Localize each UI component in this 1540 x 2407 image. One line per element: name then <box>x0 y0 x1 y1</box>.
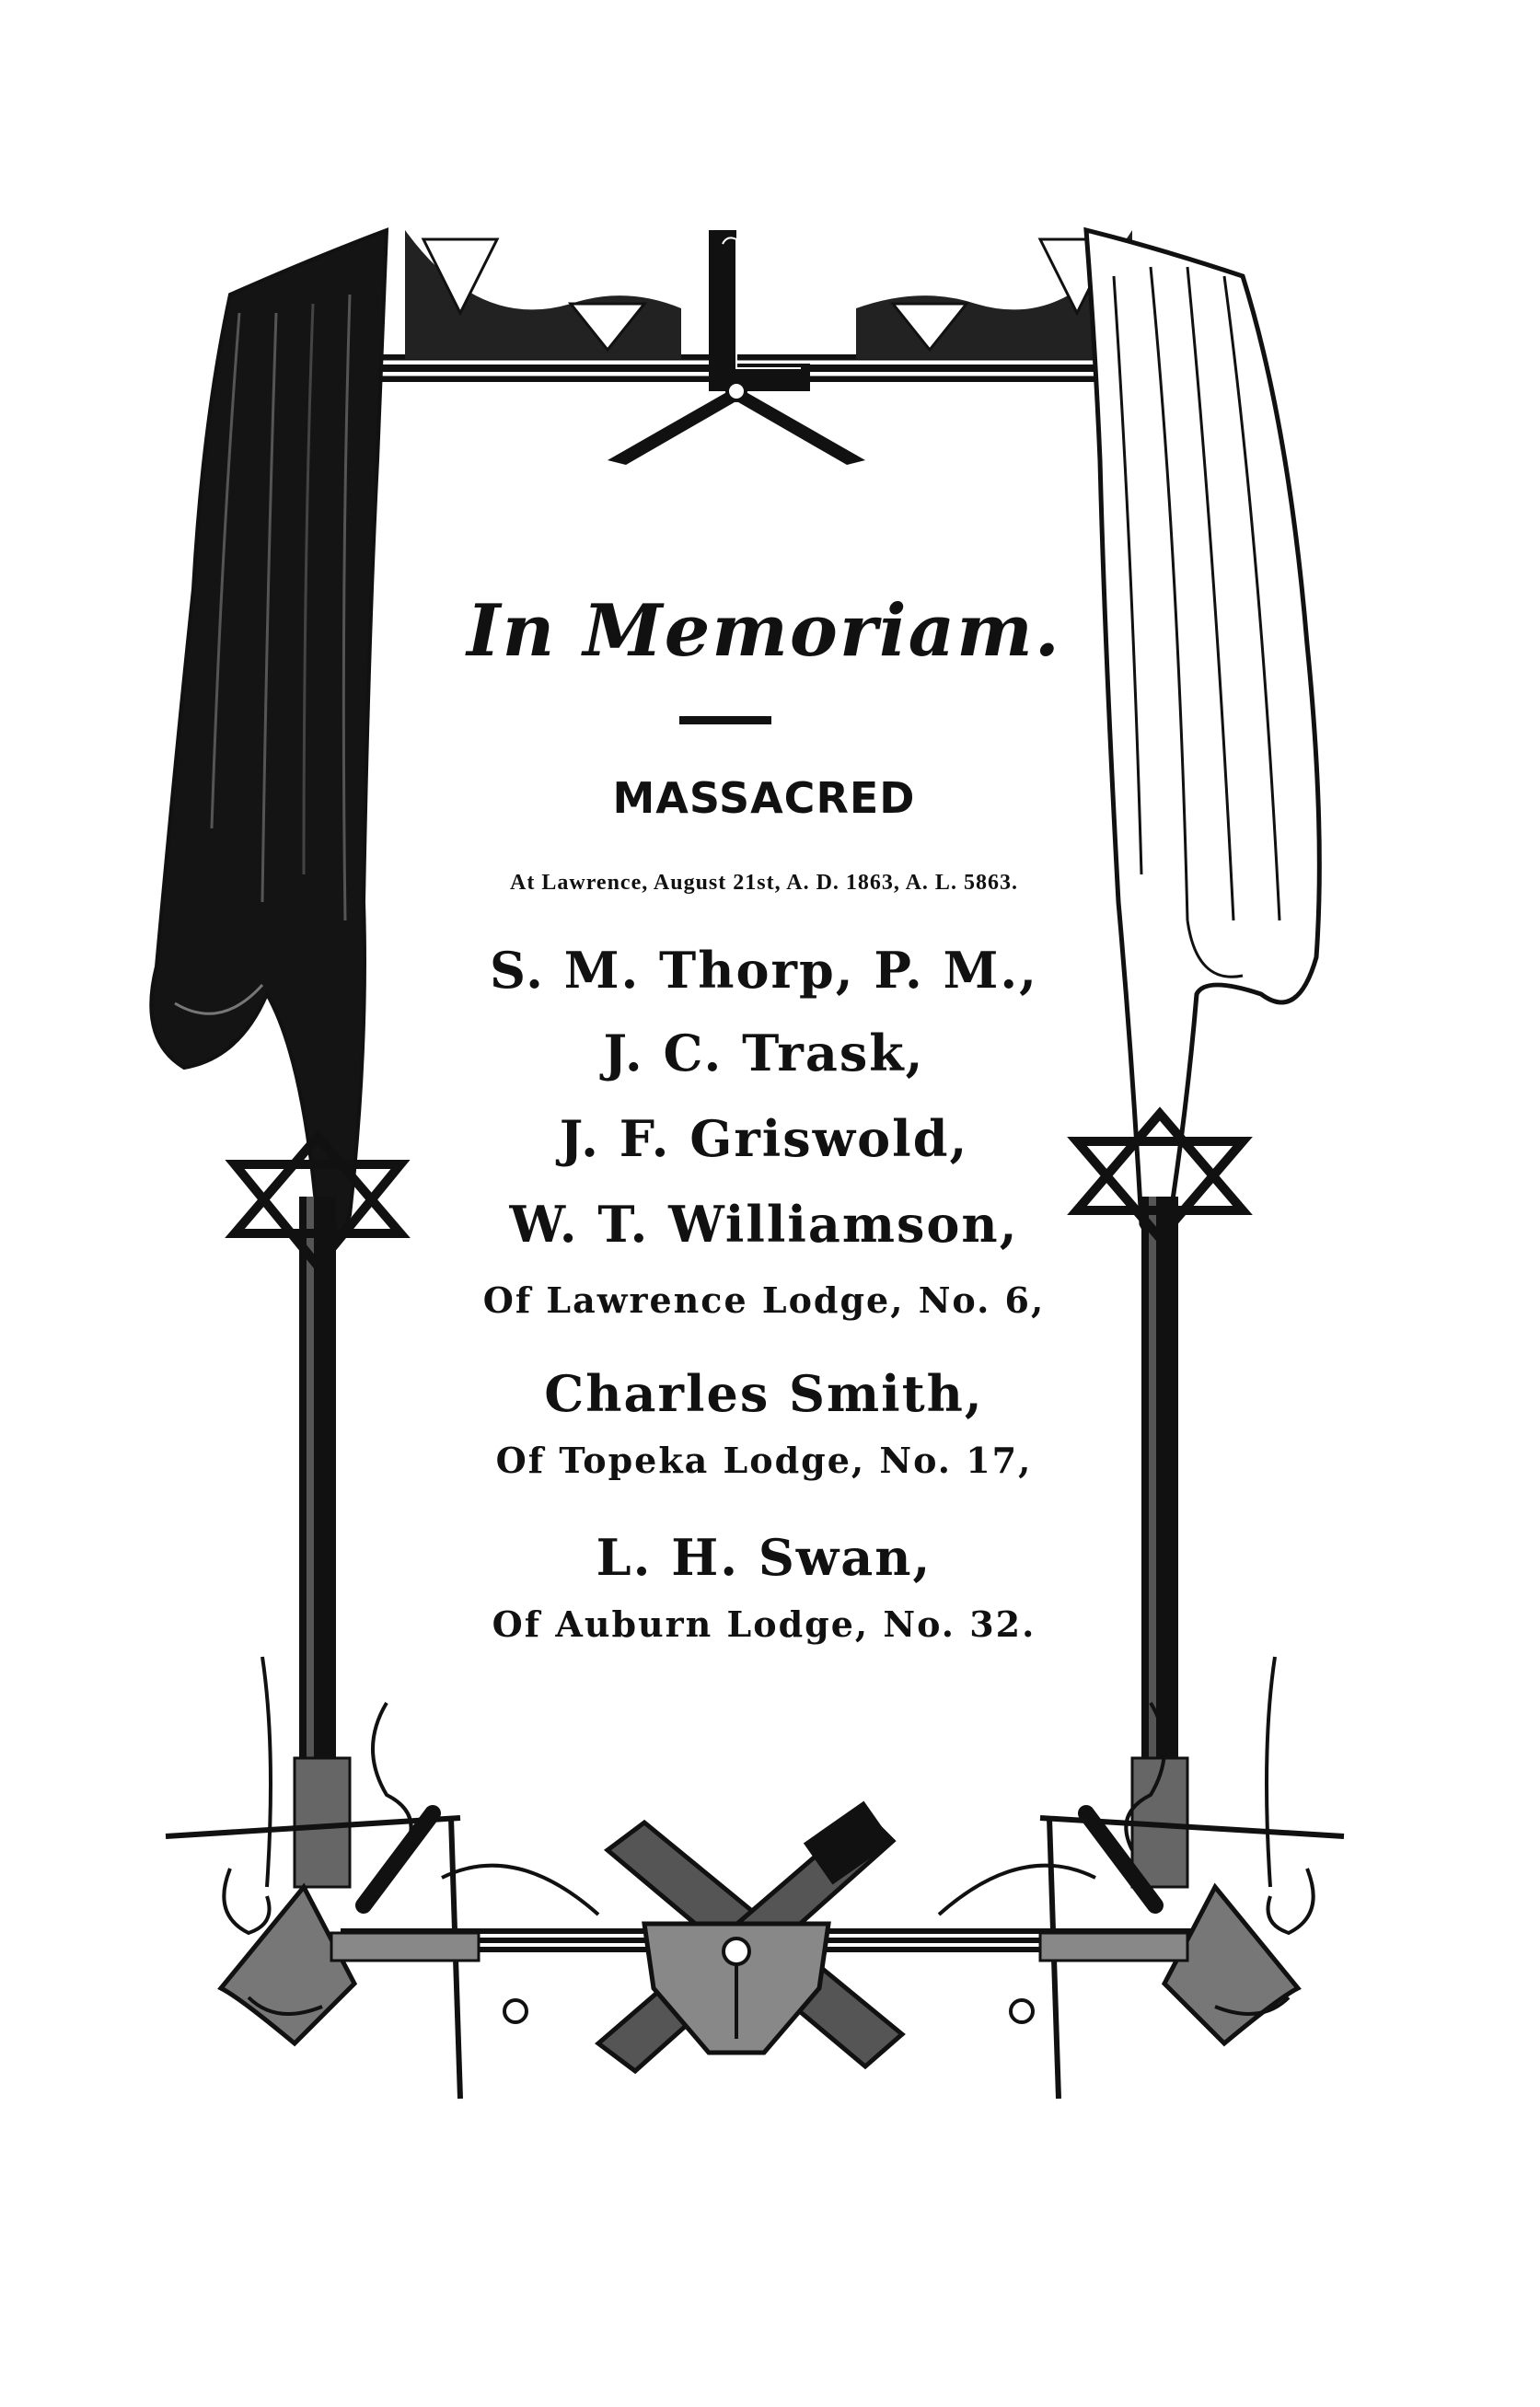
victim-name: W. T. Williamson, <box>509 1195 1019 1254</box>
victim-name: Charles Smith, <box>544 1364 984 1423</box>
victim-name: S. M. Thorp, P. M., <box>490 941 1038 1000</box>
headline: MASSACRED <box>612 773 916 823</box>
white-drapery-icon <box>1086 230 1319 1238</box>
title-divider <box>679 716 771 724</box>
dateline: At Lawrence, August 21st, A. D. 1863, A. L. 5863. <box>510 871 1018 895</box>
top-swags <box>405 230 1132 359</box>
plumb-icon <box>331 1933 479 1961</box>
victim-name: J. C. Trask, <box>603 1024 925 1082</box>
victim-name: L. H. Swan, <box>596 1528 932 1587</box>
lodge-affiliation: Of Lawrence Lodge, No. 6, <box>482 1279 1046 1321</box>
page-title: In Memoriam. <box>467 589 1061 673</box>
plumb-icon <box>1040 1933 1187 1961</box>
left-pillar <box>295 1197 350 1887</box>
lodge-affiliation: Of Auburn Lodge, No. 32. <box>492 1603 1036 1645</box>
black-drapery-icon <box>151 230 387 1236</box>
lodge-affiliation: Of Topeka Lodge, No. 17, <box>495 1440 1033 1481</box>
victim-name: J. F. Griswold, <box>559 1109 969 1168</box>
